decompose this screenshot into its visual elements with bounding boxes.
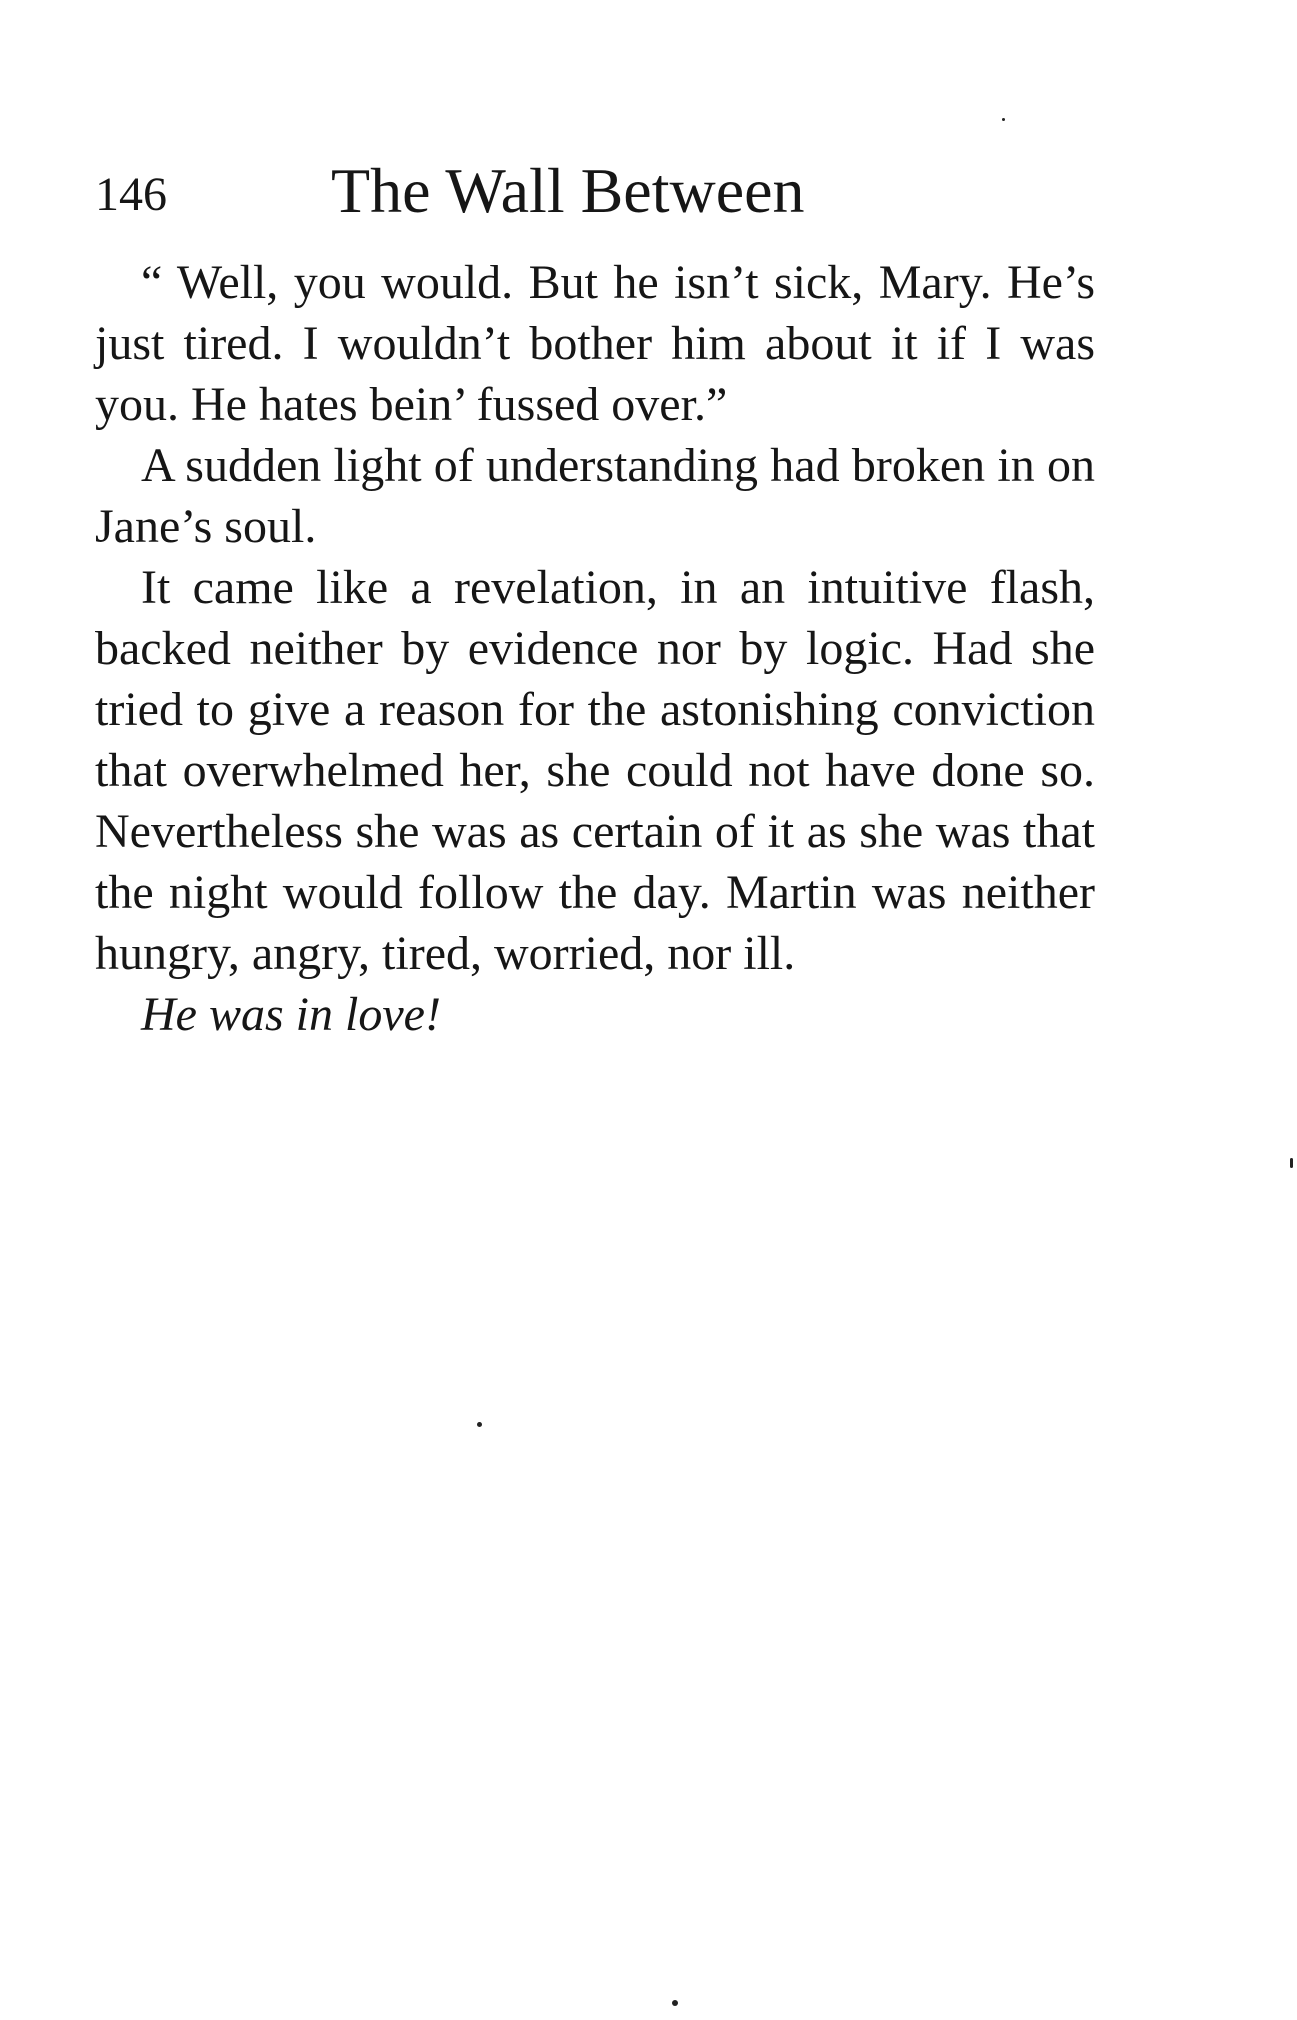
- scan-speck: [672, 2000, 678, 2006]
- paragraph-revelation: It came like a revelation, in an intuitive flash, backed neither by evidence nor by logic. Had she tried to give a reason for the astonishing conviction that overwhelmed her, she could not have done so. Nevertheless she was as certain of it as she was that the night would follow the day. Martin was neither hungry, angry, tired, worried, nor ill.: [95, 561, 1095, 980]
- book-title: The Wall Between: [331, 155, 805, 226]
- scan-speck: [1002, 118, 1005, 121]
- running-head: [95, 155, 1095, 235]
- paragraph-conclusion: He was in love!: [141, 988, 441, 1041]
- paragraph-understanding: A sudden light of understanding had broken in on Jane’s soul.: [95, 439, 1095, 553]
- body-text: [95, 252, 1095, 1045]
- page-number: 146: [95, 168, 167, 221]
- scan-speck: [1290, 1158, 1293, 1168]
- scan-speck: [477, 1422, 482, 1427]
- paragraph-dialogue: “ Well, you would. But he isn’t sick, Mary. He’s just tired. I wouldn’t bother him about it if I was you. He hates bein’ fussed over.”: [95, 256, 1095, 431]
